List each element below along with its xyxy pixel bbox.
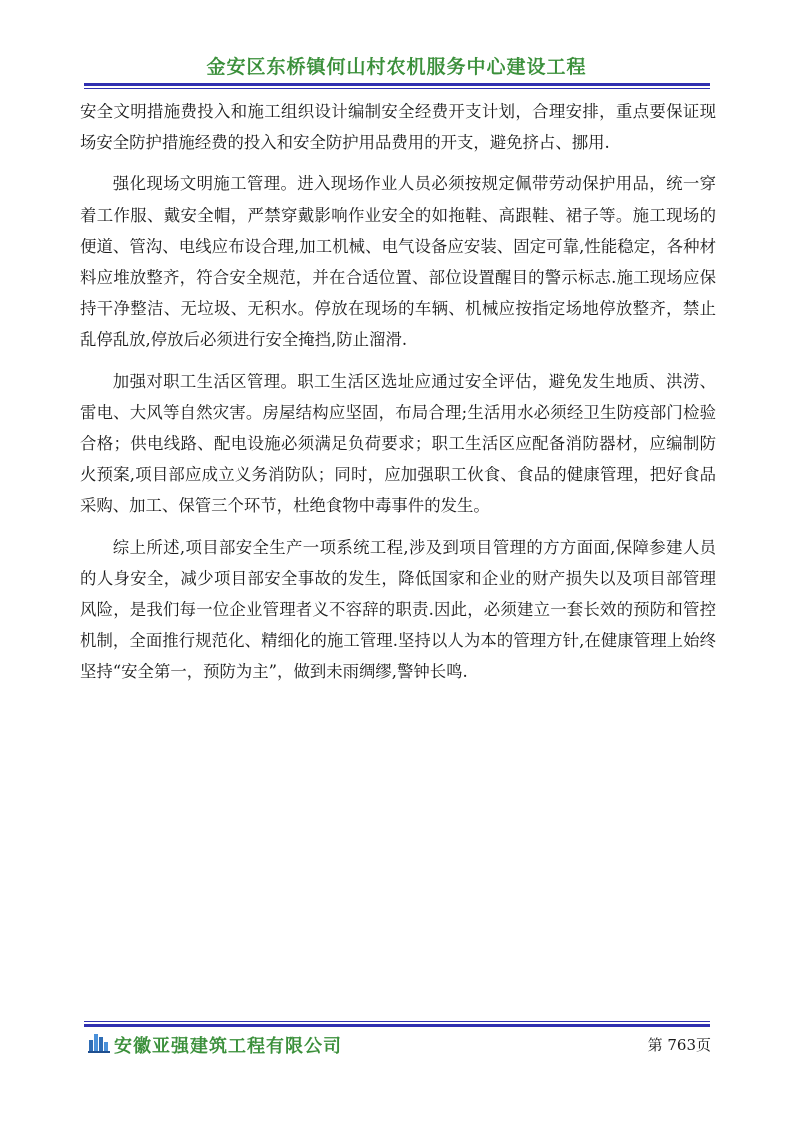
paragraph-living-area: 加强对职工生活区管理。职工生活区选址应通过安全评估，避免发生地质、洪涝、雷电、大风等自然灾害。房屋结构应坚固，布局合理;生活用水必须经卫生防疫部门检验合格；供电线路、配电设施必须满足负荷要求；职工生活区应配备消防器材，应编制防火预案,项目部应成立义务消防队；同时，应加强职工伙食、食品的健康管理，把好食品采购、加工、保管三个环节，杜绝食物中毒事件的发生。 xyxy=(80,371,716,516)
paragraph-site-management: 强化现场文明施工管理。进入现场作业人员必须按规定佩带劳动保护用品，统一穿着工作服、戴安全帽，严禁穿戴影响作业安全的如拖鞋、高跟鞋、裙子等。施工现场的便道、管沟、电线应布设合理,加工机械、电气设备应安装、固定可靠,性能稳定，各种材料应堆放整齐，符合安全规范，并在合适位置、部位设置醒目的警示标志.施工现场应保持干净整洁、无垃圾、无积水。停放在现场的车辆、机械应按指定场地停放整齐，禁止乱停乱放,停放后必须进行安全掩挡,防止溜滑. xyxy=(80,174,716,350)
building-logo-icon xyxy=(88,1031,110,1053)
header-title: 金安区东桥镇何山村农机服务中心建设工程 xyxy=(206,56,587,78)
paragraph-conclusion: 综上所述,项目部安全生产一项系统工程,涉及到项目管理的方方面面,保障参建人员的人身安全，减少项目部安全事故的发生，降低国家和企业的财产损失以及项目部管理风险，是我们每一位企业管理者义不容辞的职责.因此，必须建立一套长效的预防和管控机制，全面推行规范化、精细化的施工管理.坚持以人为本的管理方针,在健康管理上始终坚持“安全第一，预防为主”，做到未雨绸缪,警钟长鸣. xyxy=(80,537,716,682)
footer-rule-thin xyxy=(84,1021,710,1022)
page-number: 第 763页 xyxy=(647,1036,711,1054)
footer-rule xyxy=(84,1021,710,1027)
body-content xyxy=(80,96,716,698)
header-rule xyxy=(84,83,710,89)
header-rule-thin xyxy=(84,88,710,89)
header-rule-thick xyxy=(84,83,710,86)
paragraph-continued: 安全文明措施费投入和施工组织设计编制安全经费开支计划，合理安排，重点要保证现场安全防护措施经费的投入和安全防护用品费用的开支，避免挤占、挪用. xyxy=(80,102,716,153)
footer-company-name: 安徽亚强建筑工程有限公司 xyxy=(114,1036,342,1057)
footer-rule-thick xyxy=(84,1024,710,1027)
